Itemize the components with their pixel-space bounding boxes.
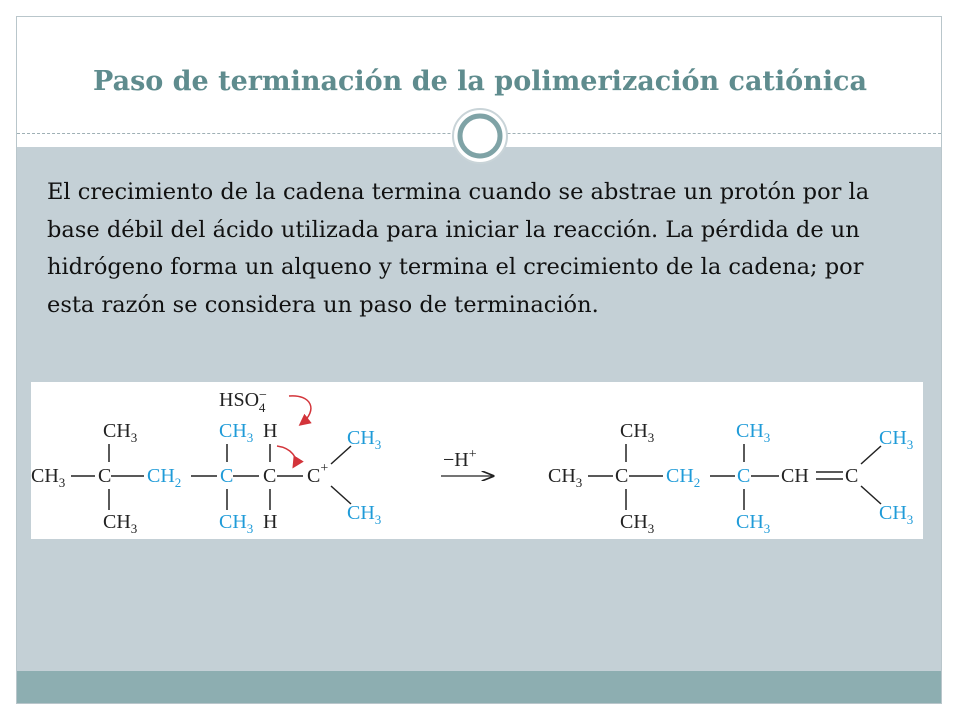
product-ch: CH <box>781 465 809 487</box>
product-ch3-bottom-1: $CH_3$ <box>620 511 655 536</box>
atom-ch3-bottom-1: $CH_3$ <box>103 511 138 536</box>
atom-c-methylene: C <box>263 465 277 487</box>
reactant-structure <box>31 388 381 536</box>
atom-h-top: H <box>263 420 278 442</box>
product-ch3-left: $CH_3$ <box>548 465 583 490</box>
circle-ornament-icon <box>450 106 510 166</box>
product-ch3-lower-right: $CH_3$ <box>879 502 914 527</box>
product-c-quaternary-2: C <box>737 465 751 487</box>
arrow-label: −H+ <box>443 447 477 471</box>
product-ch2: $CH_2$ <box>666 465 701 490</box>
product-ch3-top-2: $CH_3$ <box>736 420 771 445</box>
product-ch3-top-1: $CH_3$ <box>620 420 655 445</box>
atom-h-bottom: H <box>263 511 278 533</box>
reaction-diagram <box>31 382 923 539</box>
reaction-svg <box>31 382 923 539</box>
curved-arrow-base-icon <box>289 396 311 424</box>
footer-band <box>17 671 941 703</box>
product-c-quaternary-1: C <box>615 465 629 487</box>
atom-ch3-top-1: $CH_3$ <box>103 420 138 445</box>
atom-ch3-top-2: $CH_3$ <box>219 420 254 445</box>
base-hso4: HSO− 4 <box>219 388 267 415</box>
atom-ch3-left: $CH_3$ <box>31 465 66 490</box>
atom-c-quaternary-1: C <box>98 465 112 487</box>
product-structure <box>548 420 913 536</box>
slide-title: Paso de terminación de la polimerización catiónica <box>93 66 867 97</box>
body-text: El crecimiento de la cadena termina cuando se abstrae un protón por la base débil del ácido utilizada para iniciar la reacción. La pérdida de un hidrógeno forma un alqueno y termina el crecimiento de la cadena; por esta razón se considera un paso de terminación. <box>47 179 870 318</box>
product-c-alkene: C <box>845 465 859 487</box>
atom-ch3-lower-right: $CH_3$ <box>347 502 382 527</box>
atom-c-quaternary-2: C <box>220 465 234 487</box>
atom-ch2: $CH_2$ <box>147 465 182 490</box>
curved-arrow-bond-icon <box>277 446 295 466</box>
product-ch3-upper-right: $CH_3$ <box>879 427 914 452</box>
reaction-arrow <box>441 447 493 476</box>
atom-ch3-bottom-2: $CH_3$ <box>219 511 254 536</box>
atom-c-carbocation: C+ <box>307 461 329 487</box>
product-ch3-bottom-2: $CH_3$ <box>736 511 771 536</box>
atom-ch3-upper-right: $CH_3$ <box>347 427 382 452</box>
